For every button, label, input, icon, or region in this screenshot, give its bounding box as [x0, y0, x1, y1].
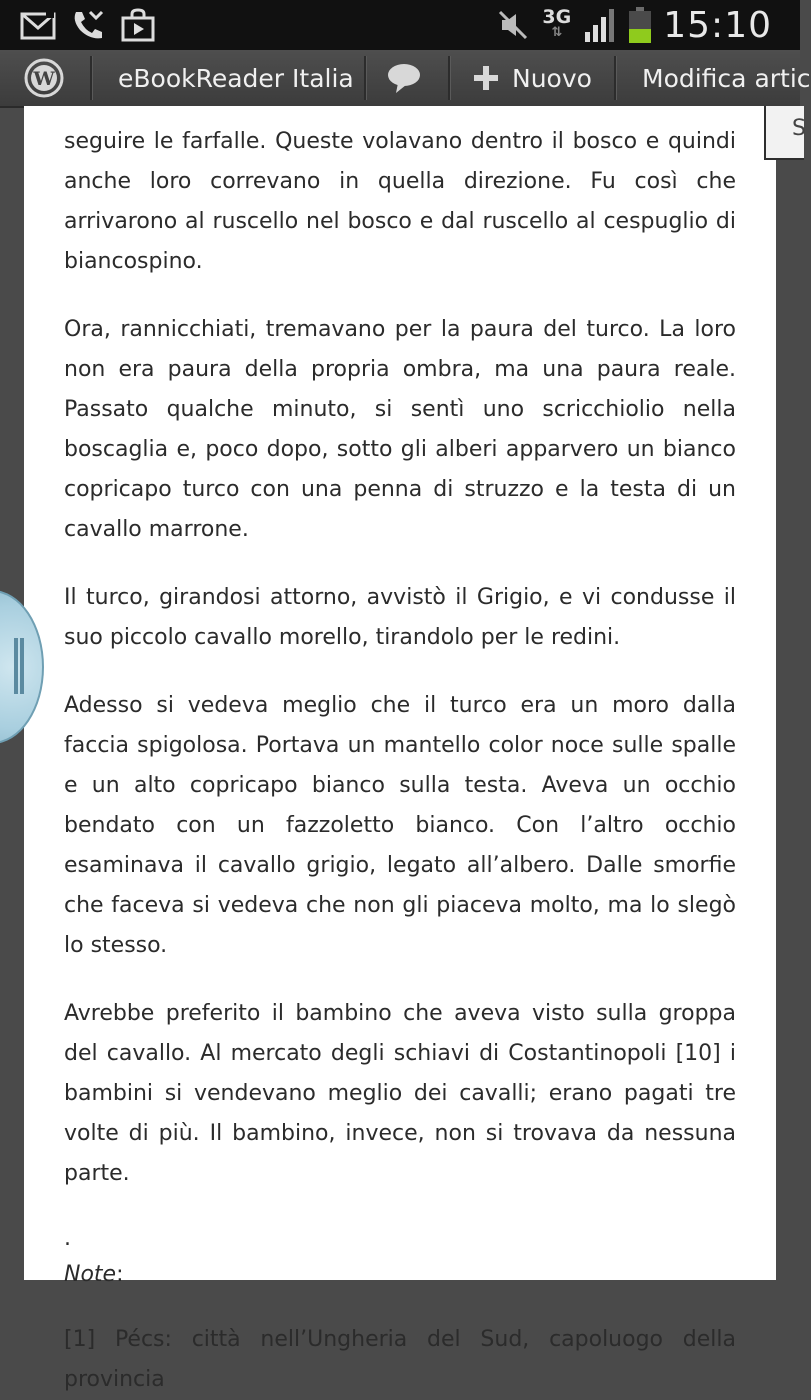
edit-article-button[interactable]: Modifica artic: [642, 63, 811, 93]
wordpress-menu-button[interactable]: [24, 50, 70, 106]
article-paragraph: seguire le farfalle. Queste volavano dentro il bosco e quindi anche loro correvano in quella direzione. Fu così che arrivarono al ruscello nel bosco e dal ruscello al cespuglio di biancospino.: [64, 129, 736, 274]
grip-line: [14, 638, 18, 694]
signal-icon: [583, 8, 617, 42]
article-content: [64, 122, 736, 1400]
action-bar: [0, 50, 811, 108]
notes-label: Note: [64, 1262, 117, 1287]
site-title-button[interactable]: eBookReader Italia: [118, 63, 354, 93]
network-indicator: [542, 6, 572, 41]
comments-button[interactable]: [386, 50, 428, 106]
network-type: 3G: [542, 6, 572, 28]
status-bar: [0, 0, 800, 50]
side-tab[interactable]: S: [764, 106, 804, 160]
gmail-icon: [20, 8, 56, 42]
svg-text:W: W: [33, 68, 55, 90]
clock: 15:10: [663, 4, 772, 46]
article-paragraph: Adesso si vedeva meglio che il turco era un moro dalla faccia spigolosa. Portava un mantello color noce sulle spalle e un alto copricapo bianco sulla testa. Aveva un occhio bendato con un fazzoletto bianco. Con l’altro occhio esaminava il cavallo grigio, legato all’albero. Dalle smorfie che faceva si vedeva che non gli piaceva molto, ma lo slegò lo stesso.: [64, 693, 736, 958]
plus-icon: [474, 66, 498, 90]
wordpress-logo-icon: [24, 58, 64, 98]
article-paragraph: Il turco, girandosi attorno, avvistò il Grigio, e vi condusse il suo piccolo cavallo morello, tirandolo per le redini.: [64, 585, 736, 650]
grip-line: [20, 638, 24, 694]
missed-call-icon: [70, 8, 106, 42]
mute-icon: [496, 10, 530, 40]
notes-colon: :: [116, 1262, 124, 1287]
new-post-label: Nuovo: [512, 63, 592, 93]
notes-heading: [64, 1256, 736, 1294]
article-page: [24, 106, 776, 1392]
separator-dot: .: [64, 1226, 71, 1251]
store-bag-icon: [120, 8, 156, 42]
battery-icon: [629, 7, 651, 43]
data-arrows-icon: ⇅: [551, 25, 563, 40]
new-post-button[interactable]: [474, 50, 592, 106]
article-paragraph: Ora, rannicchiati, tremavano per la paura del turco. La loro non era paura della propria ombra, ma una paura reale. Passato qualche minuto, si sentì uno scricchiolio nella boscaglia e, poco dopo, sotto gli alberi apparvero un bianco copricapo turco con una penna di struzzo e la testa di un cavallo marrone.: [64, 317, 736, 542]
article-paragraph: Avrebbe preferito il bambino che aveva visto sulla groppa del cavallo. Al mercato degli schiavi di Costantinopoli [10] i bambini si vendevano meglio dei cavalli; erano pagati tre volte di più. Il bambino, invece, non si trovava da nessuna parte.: [64, 1001, 736, 1186]
footnote: [1] Pécs: città nell’Ungheria del Sud, capoluogo della provincia: [64, 1327, 736, 1392]
comment-icon: [386, 61, 422, 95]
